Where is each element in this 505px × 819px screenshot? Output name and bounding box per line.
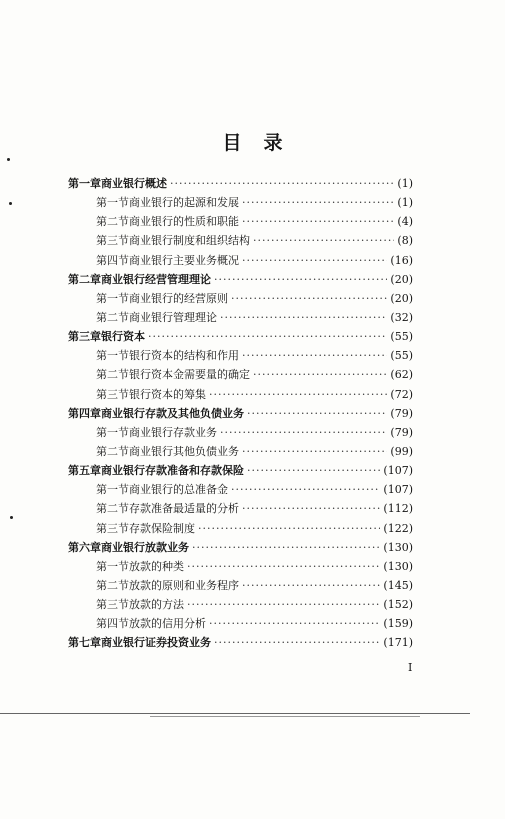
toc-entry-title: 银行资本的结构和作用 [129,349,239,363]
toc-entry-page: (16) [390,253,413,267]
toc-entry-page: (4) [397,215,413,229]
toc-dot-leader [170,174,394,193]
toc-entry-title: 放款的方法 [129,598,184,612]
toc-entry-number: 第一节 [96,559,129,573]
toc-entry-page: (159) [383,617,413,631]
toc-dot-leader [198,519,380,538]
toc-entry-page: (55) [390,349,413,363]
toc-entry-number: 第二节 [96,368,129,382]
toc-section-entry [68,557,413,576]
toc-dot-leader [214,270,387,289]
toc-dot-leader [242,251,387,270]
toc-entry-number: 第二章 [68,272,101,286]
toc-entry-page: (152) [383,598,413,612]
toc-section-entry [68,480,413,499]
toc-chapter-entry [68,270,413,289]
toc-entry-title: 商业银行存款业务 [129,425,217,439]
toc-entry-number: 第二节 [96,502,129,516]
toc-dot-leader [242,576,380,595]
toc-entry-number: 第二节 [96,444,129,458]
toc-entry-number: 第三节 [96,521,129,535]
toc-section-entry [68,576,413,595]
toc-dot-leader [242,442,387,461]
toc-chapter-entry [68,404,413,423]
toc-entry-page: (55) [390,330,413,344]
toc-section-entry [68,442,413,461]
toc-entry-number: 第三节 [96,598,129,612]
toc-dot-leader [253,365,387,384]
toc-entry-title: 商业银行存款及其他负债业务 [101,406,244,420]
toc-dot-leader [242,193,394,212]
toc-entry-title: 存款保险制度 [129,521,195,535]
toc-section-entry [68,499,413,518]
toc-section-entry [68,212,413,231]
toc-entry-page: (79) [390,425,413,439]
scan-speck [10,516,13,519]
toc-section-entry [68,519,413,538]
toc-entry-title: 银行资本的筹集 [129,387,206,401]
toc-entry-page: (130) [383,559,413,573]
scan-edge-line [0,713,470,714]
toc-entry-number: 第一章 [68,177,101,190]
toc-entry-number: 第三章 [68,330,101,344]
toc-entry-number: 第二节 [96,215,129,229]
toc-chapter-entry [68,633,413,652]
toc-entry-number: 第四章 [68,406,101,420]
toc-entry-page: (72) [390,387,413,401]
toc-entry-title: 商业银行的总准备金 [129,483,228,497]
toc-entry-page: (122) [383,521,413,535]
toc-entry-number: 第二节 [96,310,129,324]
toc-entry-page: (107) [383,464,413,478]
toc-entry-title: 商业银行经营管理理论 [101,272,211,286]
toc-entry-page: (130) [383,540,413,554]
scan-speck [9,202,12,205]
toc-entry-number: 第五章 [68,464,101,478]
toc-entry-number: 第三节 [96,387,129,401]
toc-entry-number: 第一节 [96,483,129,497]
toc-entry-title: 商业银行放款业务 [101,540,189,554]
scan-edge-line [150,716,420,717]
toc-entry-number: 第一节 [96,425,129,439]
toc-entry-page: (79) [390,406,413,420]
toc-entry-title: 银行资本 [101,330,145,344]
toc-entry-number: 第四节 [96,617,129,631]
toc-entry-page: (171) [383,636,413,650]
toc-entry-title: 放款的原则和业务程序 [129,578,239,592]
toc-dot-leader [247,461,380,480]
toc-entry-number: 第二节 [96,578,129,592]
toc-entry-number: 第一节 [96,291,129,305]
toc-entry-title: 银行资本金需要量的确定 [129,368,250,382]
toc-entry-title: 商业银行制度和组织结构 [129,234,250,248]
toc-entry-page: (112) [383,502,413,516]
toc-entry-title: 放款的种类 [129,559,184,573]
toc-section-entry [68,595,413,614]
toc-entry-number: 第一节 [96,349,129,363]
toc-section-entry [68,423,413,442]
toc-entry-page: (1) [397,196,413,210]
toc-dot-leader [231,289,387,308]
toc-entry-page: (20) [390,272,413,286]
toc-entry-title: 商业银行概述 [101,177,167,190]
toc-entry-number: 第四节 [96,253,129,267]
toc-section-entry [68,289,413,308]
toc-section-entry [68,251,413,270]
toc-dot-leader [209,385,387,404]
toc-dot-leader [247,404,387,423]
toc-section-entry [68,365,413,384]
toc-entry-page: (62) [390,368,413,382]
toc-section-entry [68,193,413,212]
toc-dot-leader [220,308,387,327]
toc-dot-leader [214,633,380,652]
toc-dot-leader [253,231,394,250]
toc-chapter-entry [68,174,413,193]
toc-dot-leader [148,327,387,346]
toc-section-entry [68,308,413,327]
toc-entry-title: 商业银行其他负债业务 [129,444,239,458]
toc-entry-title: 放款的信用分析 [129,617,206,631]
toc-entry-page: (107) [383,483,413,497]
toc-dot-leader [192,538,380,557]
toc-entry-title: 商业银行的经营原则 [129,291,228,305]
toc-entry-title: 商业银行的起源和发展 [129,196,239,210]
toc-section-entry [68,231,413,250]
page-title: 目录 [222,132,305,154]
toc-chapter-entry [68,327,413,346]
toc-entry-number: 第七章 [68,636,101,650]
toc-chapter-entry [68,461,413,480]
toc-section-entry [68,346,413,365]
toc-section-entry [68,614,413,633]
toc-chapter-entry [68,538,413,557]
toc-entry-title: 商业银行证券投资业务 [101,636,211,650]
toc-dot-leader [187,595,380,614]
toc-entry-page: (99) [390,444,413,458]
toc-dot-leader [209,614,380,633]
toc-dot-leader [220,423,387,442]
toc-entry-number: 第六章 [68,540,101,554]
toc-entry-page: (145) [383,578,413,592]
toc-dot-leader [242,212,394,231]
toc-entry-page: (20) [390,291,413,305]
toc-entry-title: 存款准备最适量的分析 [129,502,239,516]
toc-entry-page: (8) [397,234,413,248]
page-number: I [408,661,413,674]
toc-entry-page: (32) [390,310,413,324]
table-of-contents [68,174,413,653]
toc-entry-number: 第一节 [96,196,129,210]
toc-dot-leader [187,557,380,576]
toc-dot-leader [242,499,380,518]
toc-dot-leader [242,346,387,365]
scan-speck [7,158,10,161]
toc-section-entry [68,385,413,404]
toc-entry-title: 商业银行存款准备和存款保险 [101,464,244,478]
toc-entry-title: 商业银行管理理论 [129,310,217,324]
toc-entry-page: (1) [397,177,413,190]
toc-entry-title: 商业银行主要业务概况 [129,253,239,267]
toc-dot-leader [231,480,380,499]
toc-entry-number: 第三节 [96,234,129,248]
toc-entry-title: 商业银行的性质和职能 [129,215,239,229]
